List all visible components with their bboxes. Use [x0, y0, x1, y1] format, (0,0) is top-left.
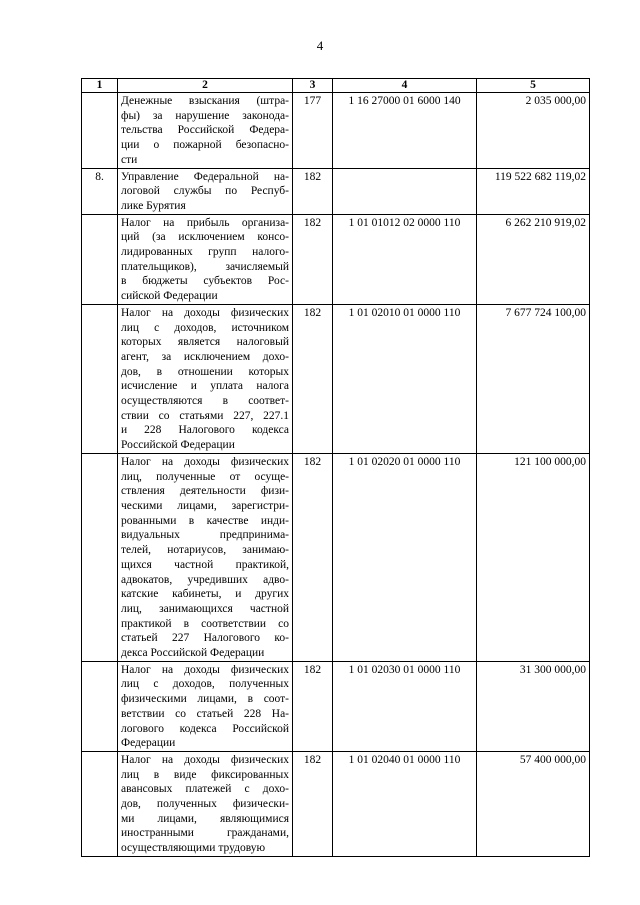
admin-code-cell: 182 — [293, 751, 333, 856]
revenue-name-line: авансовых платежей с дохо- — [121, 783, 289, 796]
column-header: 4 — [333, 79, 477, 93]
revenue-name-line: лике Бурятия — [121, 199, 186, 212]
revenue-name-line: логовой службы по Респуб- — [121, 185, 289, 198]
revenue-name-line: иностранными гражданами, — [121, 827, 289, 840]
revenue-name-line: ми лицами, являющимися — [121, 812, 289, 825]
revenue-name-line: дов, полученных физически- — [121, 798, 289, 811]
amount-cell: 6 262 210 919,02 — [477, 214, 590, 304]
column-header: 3 — [293, 79, 333, 93]
revenue-name-line: адвокатов, учредивших адво- — [121, 573, 289, 586]
amount-cell: 2 035 000,00 — [477, 93, 590, 169]
revenue-name-line: и 228 Налогового кодекса — [121, 424, 289, 437]
revenue-name-line: лиц с доходов, источником — [121, 321, 289, 334]
amount-cell: 7 677 724 100,00 — [477, 304, 590, 453]
revenue-name-line: лиц с доходов, полученных — [121, 678, 289, 691]
revenue-name-line: Денежные взыскания (штра- — [121, 95, 289, 107]
revenue-name-line: ветствии со статьей 228 На- — [121, 707, 289, 720]
budget-classification-code-cell: 1 01 02020 01 0000 110 — [333, 453, 477, 661]
revenue-name-line: осуществляются в соответ- — [121, 395, 289, 408]
admin-code-cell: 177 — [293, 93, 333, 169]
revenue-name-line: Налог на прибыль организа- — [121, 216, 289, 229]
revenue-name-cell — [118, 304, 293, 453]
table-row — [82, 304, 590, 453]
row-number-cell — [82, 214, 118, 304]
budget-classification-code-cell: 1 01 02010 01 0000 110 — [333, 304, 477, 453]
page-number: 4 — [316, 38, 324, 53]
admin-code-cell: 182 — [293, 168, 333, 214]
revenue-name-line: в бюджеты субъектов Рос- — [121, 275, 289, 288]
revenue-name-line: Налог на доходы физических — [121, 753, 289, 766]
amount-cell: 121 100 000,00 — [477, 453, 590, 661]
revenue-name-line: Налог на доходы физических — [121, 663, 289, 676]
revenue-name-line: лидированных групп налого- — [121, 246, 289, 259]
row-number-cell: 8. — [82, 168, 118, 214]
table-row — [82, 93, 590, 169]
revenue-name-line: дов, в отношении которых — [121, 365, 289, 378]
revenue-name-line: статьей 227 Налогового ко- — [121, 632, 289, 645]
revenue-name-line: практикой в соответствии со — [121, 617, 289, 630]
revenue-name-line: лиц, занимающихся частной — [121, 602, 289, 615]
revenue-name-cell — [118, 751, 293, 856]
row-number-cell — [82, 453, 118, 661]
table-row — [82, 661, 590, 751]
revenue-name-cell — [118, 453, 293, 661]
amount-cell: 57 400 000,00 — [477, 751, 590, 856]
revenue-name-line: катские кабинеты, и других — [121, 588, 289, 601]
revenue-name-cell — [118, 214, 293, 304]
revenue-name-line: щихся частной практикой, — [121, 558, 289, 571]
revenue-name-cell — [118, 661, 293, 751]
row-number-cell — [82, 93, 118, 169]
row-number-cell — [82, 751, 118, 856]
row-number-cell — [82, 304, 118, 453]
table-row — [82, 453, 590, 661]
revenue-name-line: ций (за исключением консо- — [121, 231, 289, 244]
revenue-name-line: физическими лицами, в соот- — [121, 693, 289, 706]
column-header: 2 — [118, 79, 293, 93]
admin-code-cell: 182 — [293, 453, 333, 661]
revenue-name-cell — [118, 168, 293, 214]
revenue-name-line: сийской Федерации — [121, 290, 218, 303]
table-row — [82, 168, 590, 214]
amount-cell: 31 300 000,00 — [477, 661, 590, 751]
revenue-name-line: осуществляющими трудовую — [121, 842, 266, 855]
revenue-name-line: ствии со статьями 227, 227.1 — [121, 409, 289, 422]
revenue-table — [81, 78, 590, 857]
table-row — [82, 214, 590, 304]
admin-code-cell: 182 — [293, 304, 333, 453]
revenue-name-line: телей, нотариусов, занимаю- — [121, 544, 289, 557]
revenue-name-line: тельства Российской Федера- — [121, 124, 289, 137]
revenue-name-line: агент, за исключением дохо- — [121, 350, 289, 363]
budget-classification-code-cell: 1 01 01012 02 0000 110 — [333, 214, 477, 304]
table-header-row — [82, 79, 590, 93]
revenue-name-line: рованными в качестве инди- — [121, 514, 289, 527]
revenue-name-line: ствления деятельности физи- — [121, 485, 289, 498]
revenue-name-line: которых является налоговый — [121, 336, 289, 349]
revenue-name-line: Федерации — [121, 737, 176, 750]
revenue-name-line: лиц, полученные от осуще- — [121, 470, 289, 483]
budget-classification-code-cell: 1 01 02030 01 0000 110 — [333, 661, 477, 751]
admin-code-cell: 182 — [293, 214, 333, 304]
budget-classification-code-cell: 1 16 27000 01 6000 140 — [333, 93, 477, 169]
row-number-cell — [82, 661, 118, 751]
budget-classification-code-cell: 1 01 02040 01 0000 110 — [333, 751, 477, 856]
revenue-name-line: декса Российской Федерации — [121, 647, 265, 660]
revenue-name-line: Российской Федерации — [121, 439, 235, 452]
revenue-name-line: Налог на доходы физических — [121, 455, 289, 468]
revenue-name-line: лиц в виде фиксированных — [121, 768, 289, 781]
revenue-name-line: ции о пожарной безопасно- — [121, 139, 289, 152]
revenue-name-line: Налог на доходы физических — [121, 306, 289, 319]
revenue-name-line: Управление Федеральной на- — [121, 170, 289, 183]
revenue-name-line: исчисление и уплата налога — [121, 380, 289, 393]
revenue-name-line: ческими лицами, зарегистри- — [121, 499, 289, 512]
column-header: 1 — [82, 79, 118, 93]
revenue-name-line: логового кодекса Российской — [121, 722, 289, 735]
revenue-name-line: плательщиков), зачисляемый — [121, 260, 289, 273]
revenue-name-line: фы) за нарушение законода- — [121, 109, 289, 122]
table-row — [82, 751, 590, 856]
admin-code-cell: 182 — [293, 661, 333, 751]
budget-classification-code-cell — [333, 168, 477, 214]
revenue-name-line: сти — [121, 153, 138, 166]
amount-cell: 119 522 682 119,02 — [477, 168, 590, 214]
revenue-name-cell — [118, 93, 293, 169]
column-header: 5 — [477, 79, 590, 93]
revenue-name-line: видуальных предпринима- — [121, 529, 289, 542]
